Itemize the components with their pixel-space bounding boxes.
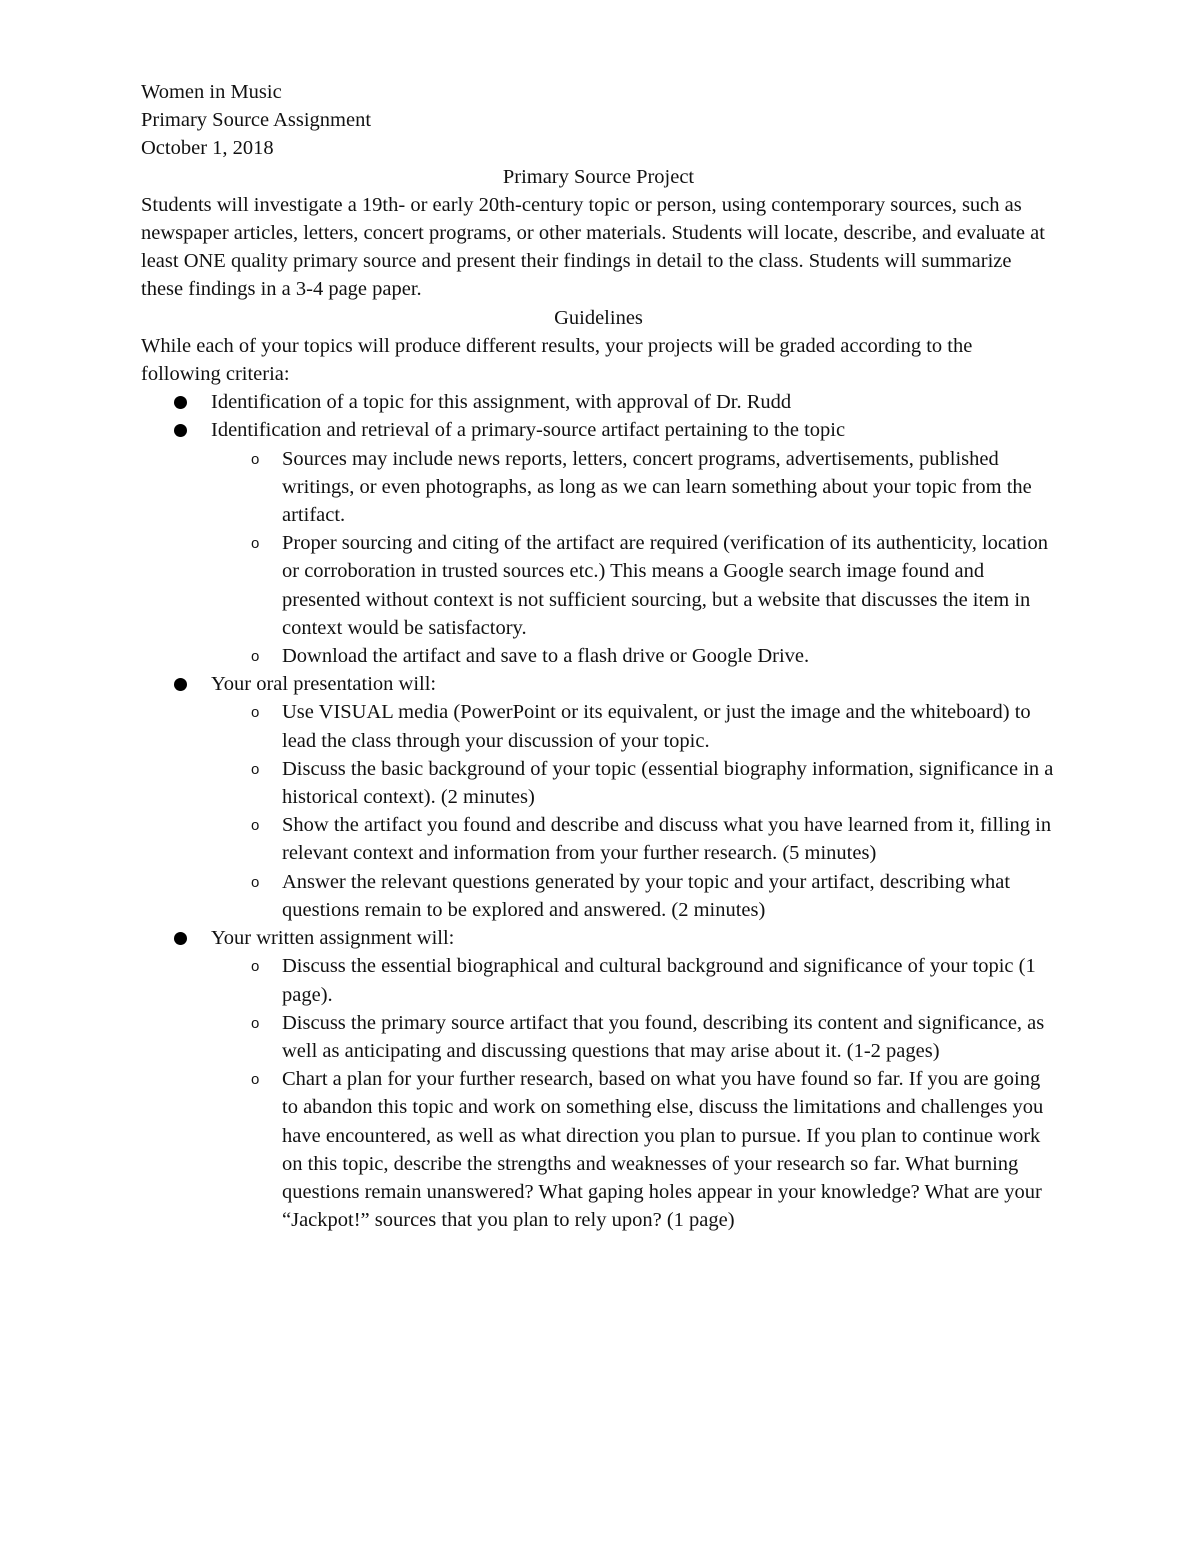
criteria-item-text: Your oral presentation will: [211, 673, 437, 696]
bullet-dot-icon [174, 396, 187, 409]
criteria-list [141, 388, 1056, 1234]
project-description: Students will investigate a 19th- or early 20th-century topic or person, using contemporary sources, such as newspaper articles, letters, concert programs, or other materials. Students will locate, describe, and evaluate at least ONE quality primary source and present their findings in detail to the class. Students will summarize these findings in a 3-4 page paper. [141, 193, 1045, 301]
sub-criteria-text: Discuss the essential biographical and cultural background and significance of your topic (1 page). [282, 955, 1036, 1006]
criteria-item-text: Identification of a topic for this assignment, with approval of Dr. Rudd [211, 391, 792, 414]
sub-bullet-marker: o [251, 873, 260, 891]
sub-bullet-marker: o [251, 704, 260, 722]
assignment-name: Primary Source Assignment [141, 109, 372, 132]
sub-criteria-item [141, 642, 1056, 670]
sub-criteria-item [141, 952, 1056, 1008]
criteria-item [141, 670, 1056, 924]
sub-criteria-text: Use VISUAL media (PowerPoint or its equivalent, or just the image and the whiteboard) to lead the class through your discussion of your topic. [282, 701, 1031, 752]
sub-bullet-marker: o [251, 648, 260, 666]
bullet-dot-icon [174, 678, 187, 691]
sub-criteria-item [141, 698, 1056, 754]
sub-criteria-text: Sources may include news reports, letters, concert programs, advertisements, published writings, or even photographs, as long as we can learn something about your topic from the artifact. [282, 447, 1032, 527]
course-name: Women in Music [141, 81, 282, 103]
assignment-date: October 1, 2018 [141, 137, 274, 160]
sub-bullet-marker: o [251, 535, 260, 553]
criteria-item [141, 388, 1056, 416]
sub-criteria-text: Discuss the basic background of your topic (essential biography information, significance in a historical context). (2 minutes) [282, 757, 1054, 809]
sub-bullet-marker: o [251, 1071, 260, 1089]
criteria-item-text: Identification and retrieval of a primary-source artifact pertaining to the topic [211, 419, 846, 442]
sub-criteria-text: Show the artifact you found and describe and discuss what you have learned from it, filling in relevant context and information from your further research. (5 minutes) [282, 814, 1052, 865]
criteria-item [141, 416, 1056, 670]
criteria-item-text: Your written assignment will: [211, 927, 455, 950]
criteria-item [141, 924, 1056, 1234]
sub-criteria-item [141, 1065, 1056, 1234]
guidelines-intro: While each of your topics will produce different results, your projects will be graded according to the following criteria: [141, 334, 973, 386]
sub-bullet-marker: o [251, 958, 260, 976]
sub-criteria-list [211, 952, 1056, 1234]
sub-criteria-text: Chart a plan for your further research, based on what you have found so far. If you are going to abandon this topic and work on something else, discuss the limitations and challenges you have encountered, as well as what direction you plan to pursue. If you plan to continue work on this topic, describe the strengths and weaknesses of your research so far. What burning questions remain unanswered? What gaping holes appear in your knowledge? What are your “Jackpot!” sources that you plan to rely upon? (1 page) [282, 1068, 1044, 1232]
document-page [141, 78, 1056, 1234]
sub-criteria-item [141, 445, 1056, 530]
sub-criteria-item [141, 529, 1056, 642]
guidelines-heading: Guidelines [554, 306, 643, 329]
sub-bullet-marker: o [251, 450, 260, 468]
sub-criteria-list [211, 445, 1056, 671]
bullet-dot-icon [174, 932, 187, 945]
document-title: Primary Source Project [502, 165, 695, 188]
sub-bullet-marker: o [251, 760, 260, 778]
sub-criteria-text: Discuss the primary source artifact that you found, describing its content and significance, as well as anticipating and discussing questions that may arise about it. (1-2 pages) [282, 1011, 1045, 1062]
sub-bullet-marker: o [251, 1014, 260, 1032]
sub-criteria-item [141, 811, 1056, 867]
sub-criteria-item [141, 755, 1056, 811]
sub-criteria-text: Download the artifact and save to a flash drive or Google Drive. [282, 645, 810, 668]
sub-bullet-marker: o [251, 817, 260, 835]
sub-criteria-text: Answer the relevant questions generated by your topic and your artifact, describing what questions remain to be explored and answered. (2 minutes) [282, 870, 1011, 921]
sub-criteria-list [211, 698, 1056, 924]
sub-criteria-text: Proper sourcing and citing of the artifact are required (verification of its authenticity, location or corroboration in trusted sources etc.) This means a Google search image found and presented without context is not sufficient sourcing, but a website that discusses the item in context would be satisfactory. [282, 532, 1048, 639]
bullet-dot-icon [174, 424, 187, 437]
sub-criteria-item [141, 868, 1056, 924]
sub-criteria-item [141, 1009, 1056, 1065]
